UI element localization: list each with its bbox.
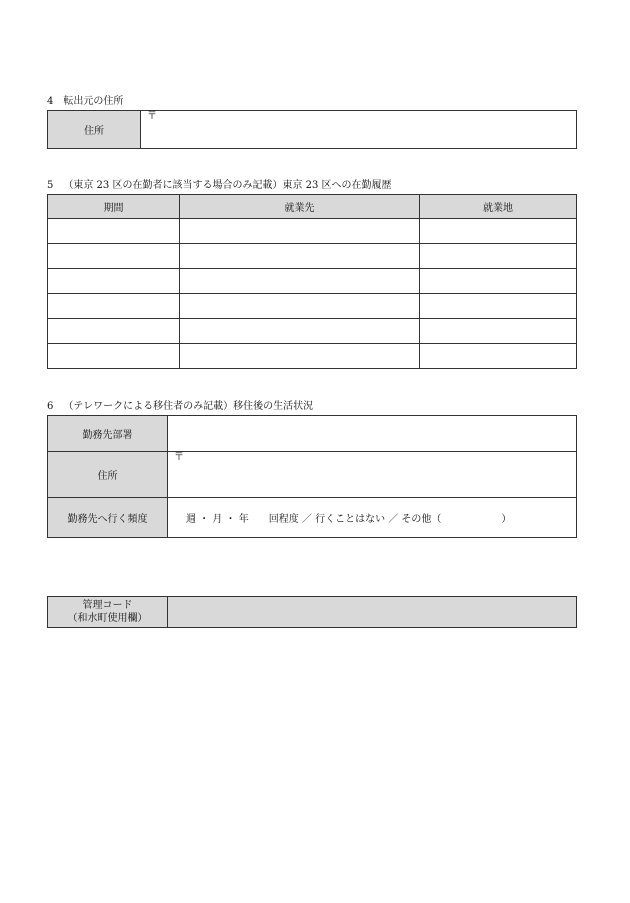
- period-cell[interactable]: [48, 219, 180, 244]
- work-location-cell[interactable]: [420, 319, 577, 344]
- management-code-label-line2: （和水町使用欄）: [67, 613, 148, 624]
- table-row: [48, 344, 577, 369]
- period-cell[interactable]: [48, 244, 180, 269]
- period-cell[interactable]: [48, 319, 180, 344]
- visit-frequency-options: 週 ・ 月 ・ 年 回程度 ／ 行くことはない ／ その他（ ）: [186, 514, 512, 525]
- header-employer: 就業先: [180, 195, 420, 219]
- work-location-cell[interactable]: [420, 294, 577, 319]
- work-history-table: [47, 194, 577, 369]
- employer-cell[interactable]: [180, 319, 420, 344]
- section-5-number: 5: [47, 180, 54, 191]
- period-cell[interactable]: [48, 294, 180, 319]
- header-work-location: 就業地: [420, 195, 577, 219]
- table-row: [48, 244, 577, 269]
- workplace-address-field[interactable]: [168, 452, 577, 498]
- previous-address-field[interactable]: [141, 111, 577, 149]
- section-5-title: [47, 180, 392, 192]
- section-6-title: [47, 401, 313, 413]
- workplace-address-label: 住所: [48, 452, 168, 498]
- work-location-cell[interactable]: [420, 344, 577, 369]
- address-label-cell: 住所: [48, 111, 141, 149]
- postal-mark: 〒: [174, 452, 184, 463]
- period-cell[interactable]: [48, 269, 180, 294]
- employer-cell[interactable]: [180, 219, 420, 244]
- management-code-table: [47, 596, 577, 628]
- section-6-number: 6: [47, 401, 54, 412]
- work-location-cell[interactable]: [420, 244, 577, 269]
- postal-mark: 〒: [147, 111, 157, 122]
- period-cell[interactable]: [48, 344, 180, 369]
- previous-address-table: [47, 110, 577, 149]
- management-code-label: [48, 597, 168, 628]
- work-location-cell[interactable]: [420, 269, 577, 294]
- employer-cell[interactable]: [180, 294, 420, 319]
- management-code-label-line1: 管理コード: [82, 600, 133, 611]
- table-row: [48, 294, 577, 319]
- visit-frequency-label: 勤務先へ行く頻度: [48, 498, 168, 538]
- table-row: [48, 219, 577, 244]
- section-6-heading: （テレワークによる移住者のみ記載）移住後の生活状況: [63, 401, 314, 412]
- employer-cell[interactable]: [180, 269, 420, 294]
- section-4-title: [47, 96, 123, 108]
- work-location-cell[interactable]: [420, 219, 577, 244]
- employer-department-label: 勤務先部署: [48, 416, 168, 452]
- employer-cell[interactable]: [180, 344, 420, 369]
- section-5-heading: （東京 23 区の在勤者に該当する場合のみ記載）東京 23 区への在勤履歴: [63, 180, 392, 191]
- visit-frequency-field[interactable]: [168, 498, 577, 538]
- table-row: [48, 269, 577, 294]
- section-4-number: 4: [47, 96, 54, 107]
- table-row: [48, 319, 577, 344]
- header-period: 期間: [48, 195, 180, 219]
- employer-cell[interactable]: [180, 244, 420, 269]
- section-4-heading: 転出元の住所: [63, 96, 124, 107]
- telework-status-table: [47, 415, 577, 538]
- management-code-field: [168, 597, 577, 628]
- employer-department-field[interactable]: [168, 416, 577, 452]
